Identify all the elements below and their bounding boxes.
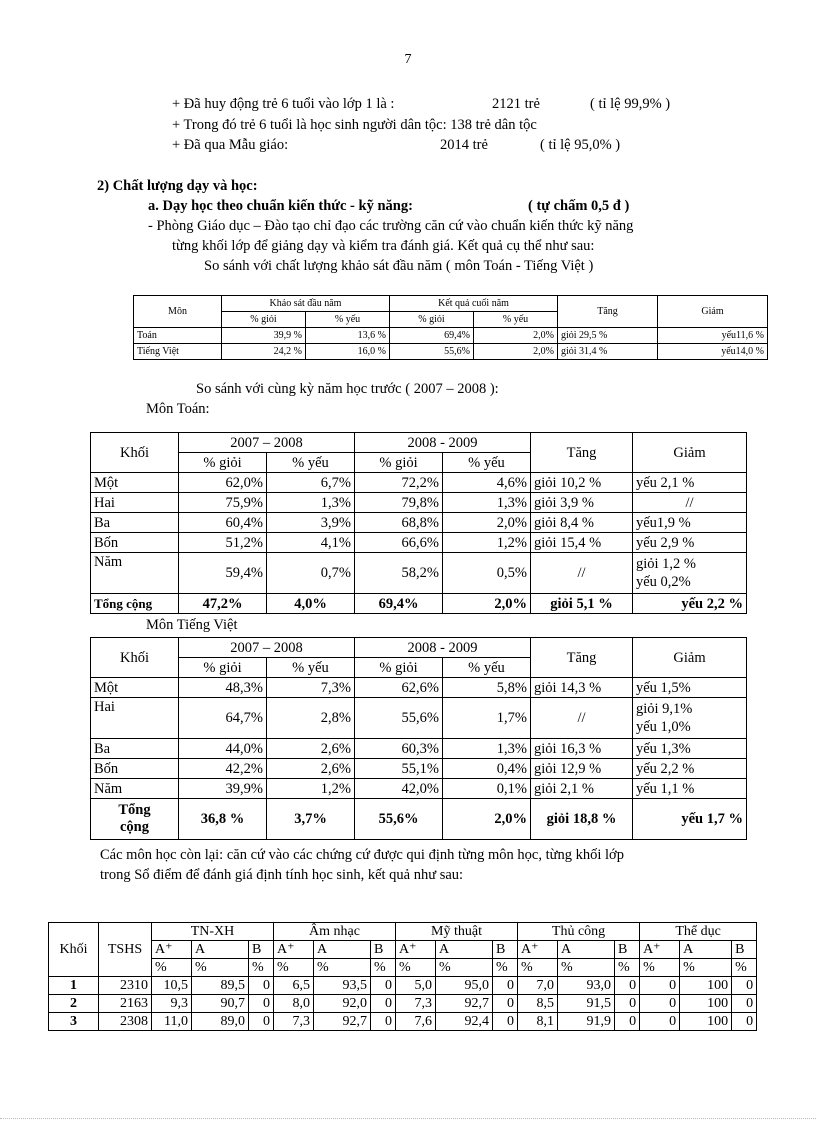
t3-header-gioi2: % giỏi bbox=[355, 658, 443, 678]
table-cell: Một bbox=[91, 678, 179, 698]
table-cell: 3,9% bbox=[267, 513, 355, 533]
table-cell: 1 bbox=[49, 977, 99, 995]
table-cell: 51,2% bbox=[179, 533, 267, 553]
table-cell: 5,0 bbox=[396, 977, 436, 995]
table-cell: 36,8 % bbox=[179, 799, 267, 840]
table-cell: Hai bbox=[91, 493, 179, 513]
table-row-total bbox=[91, 594, 747, 614]
cell-line: giỏi 9,1% bbox=[636, 701, 693, 717]
t3-header-yeu1: % yếu bbox=[267, 658, 355, 678]
table-cell: 92,0 bbox=[314, 995, 371, 1013]
table-cell: 0 bbox=[371, 1013, 396, 1031]
table-cell: Toán bbox=[134, 328, 222, 344]
table-cell: 6,7% bbox=[267, 473, 355, 493]
table-cell: giỏi 12,9 % bbox=[531, 759, 633, 779]
table-cell: // bbox=[531, 698, 633, 739]
t4-header-grade: B bbox=[615, 941, 640, 959]
t2-header-yeu1: % yếu bbox=[267, 453, 355, 473]
t1-header-kq: Kết quả cuối năm bbox=[390, 296, 558, 312]
t4-header-pct: % bbox=[152, 959, 192, 977]
table-cell: 0 bbox=[640, 995, 680, 1013]
table-cell: 69,4% bbox=[390, 328, 474, 344]
t4-header-subject: Thủ công bbox=[518, 923, 640, 941]
table-cell: 7,3 bbox=[274, 1013, 314, 1031]
table-cell: 5,8% bbox=[443, 678, 531, 698]
table-math-comparison bbox=[90, 432, 747, 614]
table-cell: 59,4% bbox=[179, 553, 267, 594]
table-cell: 0 bbox=[732, 995, 757, 1013]
table-row bbox=[91, 739, 747, 759]
t4-header-subject: TN-XH bbox=[152, 923, 274, 941]
table-other-subjects bbox=[48, 922, 757, 1031]
table-cell: 2308 bbox=[99, 1013, 152, 1031]
table-row bbox=[91, 779, 747, 799]
table-row bbox=[134, 344, 768, 360]
table-cell: yếu 2,1 % bbox=[633, 473, 747, 493]
table-cell: yếu11,6 % bbox=[658, 328, 768, 344]
table-cell: 7,3 bbox=[396, 995, 436, 1013]
t4-header-subject: Âm nhạc bbox=[274, 923, 396, 941]
table-survey-comparison bbox=[133, 295, 768, 360]
table-cell: 55,6% bbox=[355, 799, 443, 840]
para-line2: từng khối lớp để giảng dạy và kiểm tra đánh giá. Kết quả cụ thể như sau: bbox=[172, 238, 595, 254]
intro-line1-rate: ( tỉ lệ 99,9% ) bbox=[590, 96, 671, 112]
table-cell: 0,5% bbox=[443, 553, 531, 594]
t4-header-grade: A⁺ bbox=[152, 941, 192, 959]
subject-math-caption: Môn Toán: bbox=[146, 401, 210, 417]
table-cell: 47,2% bbox=[179, 594, 267, 614]
intro-line3-label: + Đã qua Mẫu giáo: bbox=[172, 137, 289, 153]
t4-header-pct: % bbox=[396, 959, 436, 977]
t4-header-grade: B bbox=[493, 941, 518, 959]
table-cell: yếu 1,5% bbox=[633, 678, 747, 698]
table-cell: 16,0 % bbox=[306, 344, 390, 360]
table-cell: 1,3% bbox=[443, 493, 531, 513]
table-vietnamese-comparison bbox=[90, 637, 747, 840]
table-cell: 9,3 bbox=[152, 995, 192, 1013]
table-cell: 100 bbox=[680, 1013, 732, 1031]
table-cell: 0 bbox=[732, 1013, 757, 1031]
t4-header-grade: B bbox=[732, 941, 757, 959]
t1-header-yeu1: % yếu bbox=[306, 312, 390, 328]
table-row bbox=[91, 678, 747, 698]
table-cell: 75,9% bbox=[179, 493, 267, 513]
t3-header-khoi: Khối bbox=[91, 638, 179, 678]
table-cell: 55,1% bbox=[355, 759, 443, 779]
t4-header-grade: A bbox=[558, 941, 615, 959]
table-cell: 72,2% bbox=[355, 473, 443, 493]
table-row bbox=[91, 493, 747, 513]
table-row-total bbox=[91, 799, 747, 840]
cell-line: cộng bbox=[120, 819, 149, 835]
table-cell: // bbox=[633, 493, 747, 513]
table-cell: 24,2 % bbox=[222, 344, 306, 360]
table-cell: 6,5 bbox=[274, 977, 314, 995]
table-cell: 1,3% bbox=[267, 493, 355, 513]
table-cell: 69,4% bbox=[355, 594, 443, 614]
table-cell: giỏi 2,1 % bbox=[531, 779, 633, 799]
table-cell: Ba bbox=[91, 739, 179, 759]
table-cell: 0,1% bbox=[443, 779, 531, 799]
table-cell: 2,0% bbox=[443, 594, 531, 614]
table-cell: 2,8% bbox=[267, 698, 355, 739]
table-cell: 8,5 bbox=[518, 995, 558, 1013]
table-cell: Năm bbox=[91, 553, 179, 594]
table-cell: giỏi 29,5 % bbox=[558, 328, 658, 344]
page-bottom-divider bbox=[0, 1118, 816, 1119]
t4-header-pct: % bbox=[274, 959, 314, 977]
table-cell: Tiếng Việt bbox=[134, 344, 222, 360]
sub-heading: a. Dạy học theo chuẩn kiến thức - kỹ năng: bbox=[148, 198, 413, 214]
t4-header-grade: B bbox=[371, 941, 396, 959]
table-cell: 2,6% bbox=[267, 759, 355, 779]
table-cell: 1,2% bbox=[267, 779, 355, 799]
table-cell: 95,0 bbox=[436, 977, 493, 995]
table-cell: yếu 1,7 % bbox=[633, 799, 747, 840]
t2-header-gioi2: % giỏi bbox=[355, 453, 443, 473]
table-cell: 0 bbox=[615, 995, 640, 1013]
table-cell: 2,0% bbox=[474, 344, 558, 360]
t2-header-yeu2: % yếu bbox=[443, 453, 531, 473]
table-cell: 93,0 bbox=[558, 977, 615, 995]
t4-header-pct: % bbox=[493, 959, 518, 977]
table-row bbox=[91, 473, 747, 493]
cell-line: Tổng bbox=[118, 802, 151, 818]
t4-header-pct: % bbox=[732, 959, 757, 977]
table-cell: 89,0 bbox=[192, 1013, 249, 1031]
table-row bbox=[91, 513, 747, 533]
t4-header-grade: A⁺ bbox=[274, 941, 314, 959]
table-cell: Tổng cộng bbox=[91, 594, 179, 614]
table-cell: Một bbox=[91, 473, 179, 493]
table-cell: 92,7 bbox=[436, 995, 493, 1013]
table-cell: 8,1 bbox=[518, 1013, 558, 1031]
table-cell: 0 bbox=[615, 1013, 640, 1031]
table-cell: yếu14,0 % bbox=[658, 344, 768, 360]
table-cell: 91,5 bbox=[558, 995, 615, 1013]
t1-header-tang: Tăng bbox=[558, 296, 658, 328]
cell-line: yếu 1,0% bbox=[636, 719, 691, 735]
t4-header-pct: % bbox=[518, 959, 558, 977]
table-cell: 2 bbox=[49, 995, 99, 1013]
t2-header-khoi: Khối bbox=[91, 433, 179, 473]
table-cell: 2,6% bbox=[267, 739, 355, 759]
table-cell: giỏi 8,4 % bbox=[531, 513, 633, 533]
t3-header-y2: 2008 - 2009 bbox=[355, 638, 531, 658]
table-cell: 4,6% bbox=[443, 473, 531, 493]
t3-header-y1: 2007 – 2008 bbox=[179, 638, 355, 658]
table-cell: 13,6 % bbox=[306, 328, 390, 344]
table-cell: 44,0% bbox=[179, 739, 267, 759]
table-cell: 92,7 bbox=[314, 1013, 371, 1031]
t3-header-yeu2: % yếu bbox=[443, 658, 531, 678]
table-cell: 93,5 bbox=[314, 977, 371, 995]
table-cell: Năm bbox=[91, 779, 179, 799]
t4-header-pct: % bbox=[680, 959, 732, 977]
table-cell: 2,0% bbox=[474, 328, 558, 344]
table-cell: 8,0 bbox=[274, 995, 314, 1013]
t1-header-giam: Giảm bbox=[658, 296, 768, 328]
table-cell: 0 bbox=[249, 1013, 274, 1031]
table-cell: 4,1% bbox=[267, 533, 355, 553]
table-cell: Hai bbox=[91, 698, 179, 739]
table-cell: giỏi 15,4 % bbox=[531, 533, 633, 553]
table-row bbox=[91, 533, 747, 553]
t4-header-pct: % bbox=[640, 959, 680, 977]
table-cell: yếu 2,9 % bbox=[633, 533, 747, 553]
table-cell: 90,7 bbox=[192, 995, 249, 1013]
table-cell: 79,8% bbox=[355, 493, 443, 513]
subject-viet-caption: Môn Tiếng Việt bbox=[146, 617, 238, 633]
intro-line1-label: + Đã huy động trẻ 6 tuổi vào lớp 1 là : bbox=[172, 96, 395, 112]
t4-header-khoi: Khối bbox=[49, 923, 99, 977]
t4-header-pct: % bbox=[371, 959, 396, 977]
table-cell: 2163 bbox=[99, 995, 152, 1013]
other-line2: trong Sổ điểm để đánh giá định tính học sinh, kết quả như sau: bbox=[100, 867, 464, 883]
t1-header-gioi2: % giỏi bbox=[390, 312, 474, 328]
t4-header-pct: % bbox=[192, 959, 249, 977]
t4-header-tshs: TSHS bbox=[99, 923, 152, 977]
table-cell: Bốn bbox=[91, 759, 179, 779]
table-cell: 0,7% bbox=[267, 553, 355, 594]
t1-header-ks: Khảo sát đầu năm bbox=[222, 296, 390, 312]
table-cell: 68,8% bbox=[355, 513, 443, 533]
table-cell: 55,6% bbox=[355, 698, 443, 739]
page-number: 7 bbox=[404, 52, 412, 67]
table-row bbox=[91, 759, 747, 779]
t1-header-gioi1: % giỏi bbox=[222, 312, 306, 328]
table-cell: 10,5 bbox=[152, 977, 192, 995]
table-cell: 7,3% bbox=[267, 678, 355, 698]
table-cell: giỏi 31,4 % bbox=[558, 344, 658, 360]
table-cell: // bbox=[531, 553, 633, 594]
section-heading: 2) Chất lượng dạy và học: bbox=[97, 178, 258, 194]
t1-header-mon: Môn bbox=[134, 296, 222, 328]
intro-line2: + Trong đó trẻ 6 tuổi là học sinh người dân tộc: 138 trẻ dân tộc bbox=[172, 117, 537, 133]
t4-header-grade: B bbox=[249, 941, 274, 959]
table-cell: 0 bbox=[493, 1013, 518, 1031]
cell-line: giỏi 1,2 % bbox=[636, 556, 697, 572]
compare2-caption: So sánh với cùng kỳ năm học trước ( 2007 – 2008 ): bbox=[196, 381, 499, 397]
table-cell: Bốn bbox=[91, 533, 179, 553]
table-cell: 66,6% bbox=[355, 533, 443, 553]
table-cell: 1,3% bbox=[443, 739, 531, 759]
sub-score: ( tự chấm 0,5 đ ) bbox=[528, 198, 630, 214]
table-row bbox=[91, 698, 747, 739]
t4-header-pct: % bbox=[436, 959, 493, 977]
t2-header-y1: 2007 – 2008 bbox=[179, 433, 355, 453]
table-cell: 4,0% bbox=[267, 594, 355, 614]
table-cell: 92,4 bbox=[436, 1013, 493, 1031]
table-cell: 1,2% bbox=[443, 533, 531, 553]
table-cell: 100 bbox=[680, 995, 732, 1013]
t2-header-y2: 2008 - 2009 bbox=[355, 433, 531, 453]
table-cell: 0 bbox=[493, 995, 518, 1013]
table-cell: 62,0% bbox=[179, 473, 267, 493]
t4-header-pct: % bbox=[615, 959, 640, 977]
t4-header-pct: % bbox=[558, 959, 615, 977]
table-row bbox=[49, 995, 757, 1013]
table-cell: 0,4% bbox=[443, 759, 531, 779]
table-cell bbox=[633, 698, 747, 739]
intro-line1-count: 2121 trẻ bbox=[492, 96, 540, 112]
table-cell: 2,0% bbox=[443, 513, 531, 533]
table-cell: 2310 bbox=[99, 977, 152, 995]
t1-header-yeu2: % yếu bbox=[474, 312, 558, 328]
table-cell: 0 bbox=[371, 977, 396, 995]
table-cell: 0 bbox=[640, 977, 680, 995]
table-cell: giỏi 14,3 % bbox=[531, 678, 633, 698]
table-cell: 58,2% bbox=[355, 553, 443, 594]
table-cell: 89,5 bbox=[192, 977, 249, 995]
t4-header-pct: % bbox=[249, 959, 274, 977]
t4-header-subject: Mỹ thuật bbox=[396, 923, 518, 941]
table-cell bbox=[91, 799, 179, 840]
table-cell: 2,0% bbox=[443, 799, 531, 840]
table-cell: 0 bbox=[615, 977, 640, 995]
t4-header-grade: A bbox=[192, 941, 249, 959]
t4-header-grade: A⁺ bbox=[396, 941, 436, 959]
t4-header-grade: A⁺ bbox=[518, 941, 558, 959]
table-cell: 91,9 bbox=[558, 1013, 615, 1031]
table-cell: 48,3% bbox=[179, 678, 267, 698]
table-cell: 3,7% bbox=[267, 799, 355, 840]
table-cell: 7,6 bbox=[396, 1013, 436, 1031]
t4-header-grade: A bbox=[680, 941, 732, 959]
table-cell: giỏi 18,8 % bbox=[531, 799, 633, 840]
t3-header-giam: Giảm bbox=[633, 638, 747, 678]
t2-header-giam: Giảm bbox=[633, 433, 747, 473]
table-cell: yếu 1,1 % bbox=[633, 779, 747, 799]
table-cell: 62,6% bbox=[355, 678, 443, 698]
table-cell: 60,4% bbox=[179, 513, 267, 533]
table-cell: 42,2% bbox=[179, 759, 267, 779]
table-cell: 7,0 bbox=[518, 977, 558, 995]
table-row bbox=[49, 977, 757, 995]
other-line1: Các môn học còn lại: căn cứ vào các chứng cứ được qui định từng môn học, từng khối lớp bbox=[100, 847, 624, 863]
table-cell: 11,0 bbox=[152, 1013, 192, 1031]
table-cell: giỏi 16,3 % bbox=[531, 739, 633, 759]
table-cell: giỏi 10,2 % bbox=[531, 473, 633, 493]
table-cell bbox=[633, 553, 747, 594]
table-cell: Ba bbox=[91, 513, 179, 533]
table-cell: 55,6% bbox=[390, 344, 474, 360]
intro-line3-rate: ( tỉ lệ 95,0% ) bbox=[540, 137, 621, 153]
table-cell: 0 bbox=[371, 995, 396, 1013]
para-line1: - Phòng Giáo dục – Đào tạo chỉ đạo các trường căn cứ vào chuẩn kiến thức kỹ năng bbox=[148, 218, 634, 234]
table-row bbox=[134, 328, 768, 344]
t3-header-tang: Tăng bbox=[531, 638, 633, 678]
table-row bbox=[49, 1013, 757, 1031]
compare1-caption: So sánh với chất lượng khảo sát đầu năm ( môn Toán - Tiếng Việt ) bbox=[204, 258, 594, 274]
table-cell: 42,0% bbox=[355, 779, 443, 799]
t4-header-grade: A⁺ bbox=[640, 941, 680, 959]
t4-header-grade: A bbox=[314, 941, 371, 959]
table-cell: 64,7% bbox=[179, 698, 267, 739]
t2-header-gioi1: % giỏi bbox=[179, 453, 267, 473]
t3-header-gioi1: % giỏi bbox=[179, 658, 267, 678]
table-cell: 0 bbox=[249, 977, 274, 995]
table-cell: 60,3% bbox=[355, 739, 443, 759]
cell-line: yếu 0,2% bbox=[636, 574, 691, 590]
table-cell: 0 bbox=[493, 977, 518, 995]
t4-header-subject: Thể dục bbox=[640, 923, 757, 941]
table-cell: 1,7% bbox=[443, 698, 531, 739]
table-cell: yếu 2,2 % bbox=[633, 594, 747, 614]
table-row bbox=[91, 553, 747, 594]
table-cell: giỏi 3,9 % bbox=[531, 493, 633, 513]
table-cell: yếu 1,3% bbox=[633, 739, 747, 759]
table-cell: giỏi 5,1 % bbox=[531, 594, 633, 614]
table-cell: 0 bbox=[249, 995, 274, 1013]
intro-line3-count: 2014 trẻ bbox=[440, 137, 488, 153]
table-cell: 3 bbox=[49, 1013, 99, 1031]
table-cell: yếu 2,2 % bbox=[633, 759, 747, 779]
t2-header-tang: Tăng bbox=[531, 433, 633, 473]
t4-header-grade: A bbox=[436, 941, 493, 959]
table-cell: 100 bbox=[680, 977, 732, 995]
table-cell: 0 bbox=[640, 1013, 680, 1031]
table-cell: yếu1,9 % bbox=[633, 513, 747, 533]
table-cell: 0 bbox=[732, 977, 757, 995]
table-cell: 39,9 % bbox=[222, 328, 306, 344]
t4-header-pct: % bbox=[314, 959, 371, 977]
table-cell: 39,9% bbox=[179, 779, 267, 799]
